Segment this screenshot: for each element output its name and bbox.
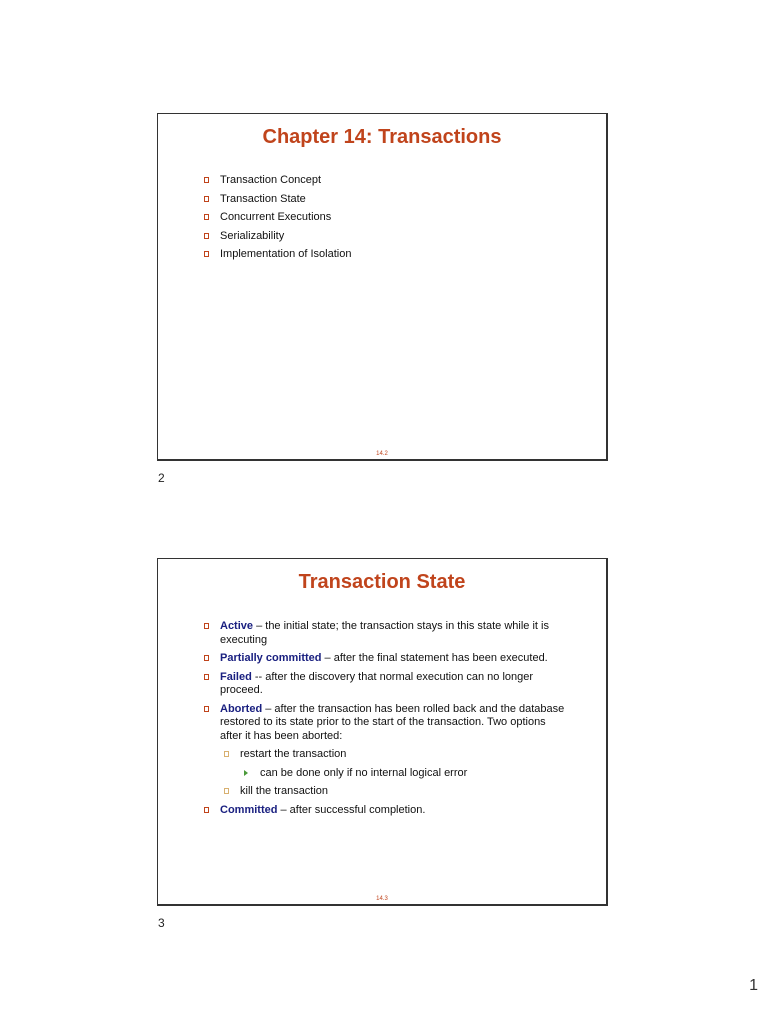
- slide-transaction-state: [157, 558, 608, 906]
- square-bullet-icon: [224, 788, 229, 794]
- square-bullet-icon: [204, 233, 209, 239]
- square-bullet-icon: [204, 177, 209, 183]
- square-bullet-icon: [204, 674, 209, 680]
- list-item-active: Active – the initial state; the transaction stays in this state while it is executing: [204, 620, 566, 647]
- square-bullet-icon: [204, 655, 209, 661]
- square-bullet-icon: [204, 623, 209, 629]
- list-item: Serializability: [204, 230, 566, 244]
- square-bullet-icon: [204, 196, 209, 202]
- slide-index-label: 2: [158, 471, 165, 485]
- square-bullet-icon: [204, 706, 209, 712]
- sub-item-kill: kill the transaction: [204, 785, 566, 799]
- triangle-bullet-icon: [244, 770, 248, 776]
- list-item-partially-committed: Partially committed – after the final statement has been executed.: [204, 652, 566, 666]
- list-item-failed: Failed -- after the discovery that normal execution can no longer proceed.: [204, 671, 566, 698]
- bullet-list: [204, 620, 566, 817]
- list-item: Implementation of Isolation: [204, 248, 566, 262]
- square-bullet-icon: [204, 807, 209, 813]
- slide-index-label: 3: [158, 916, 165, 930]
- slide-title: Chapter 14: Transactions: [262, 126, 502, 148]
- list-item-committed: Committed – after successful completion.: [204, 804, 566, 818]
- list-item: Concurrent Executions: [204, 211, 566, 225]
- list-item: Transaction State: [204, 193, 566, 207]
- page-number: 1: [749, 977, 758, 994]
- slide-title: Transaction State: [298, 571, 466, 593]
- slide-chapter-14: [157, 113, 608, 461]
- slide-number: 14.3: [376, 896, 388, 902]
- square-bullet-icon: [224, 751, 229, 757]
- list-item: Transaction Concept: [204, 174, 566, 188]
- slide-number: 14.2: [376, 451, 388, 457]
- square-bullet-icon: [204, 214, 209, 220]
- square-bullet-icon: [204, 251, 209, 257]
- bullet-list: [204, 174, 566, 262]
- list-item-aborted: Aborted – after the transaction has been rolled back and the database restored to its state prior to the start of the transaction. Two options after it has been aborted:: [204, 703, 566, 744]
- sub-sub-item-note: can be done only if no internal logical error: [204, 767, 566, 781]
- sub-item-restart: restart the transaction: [204, 748, 566, 762]
